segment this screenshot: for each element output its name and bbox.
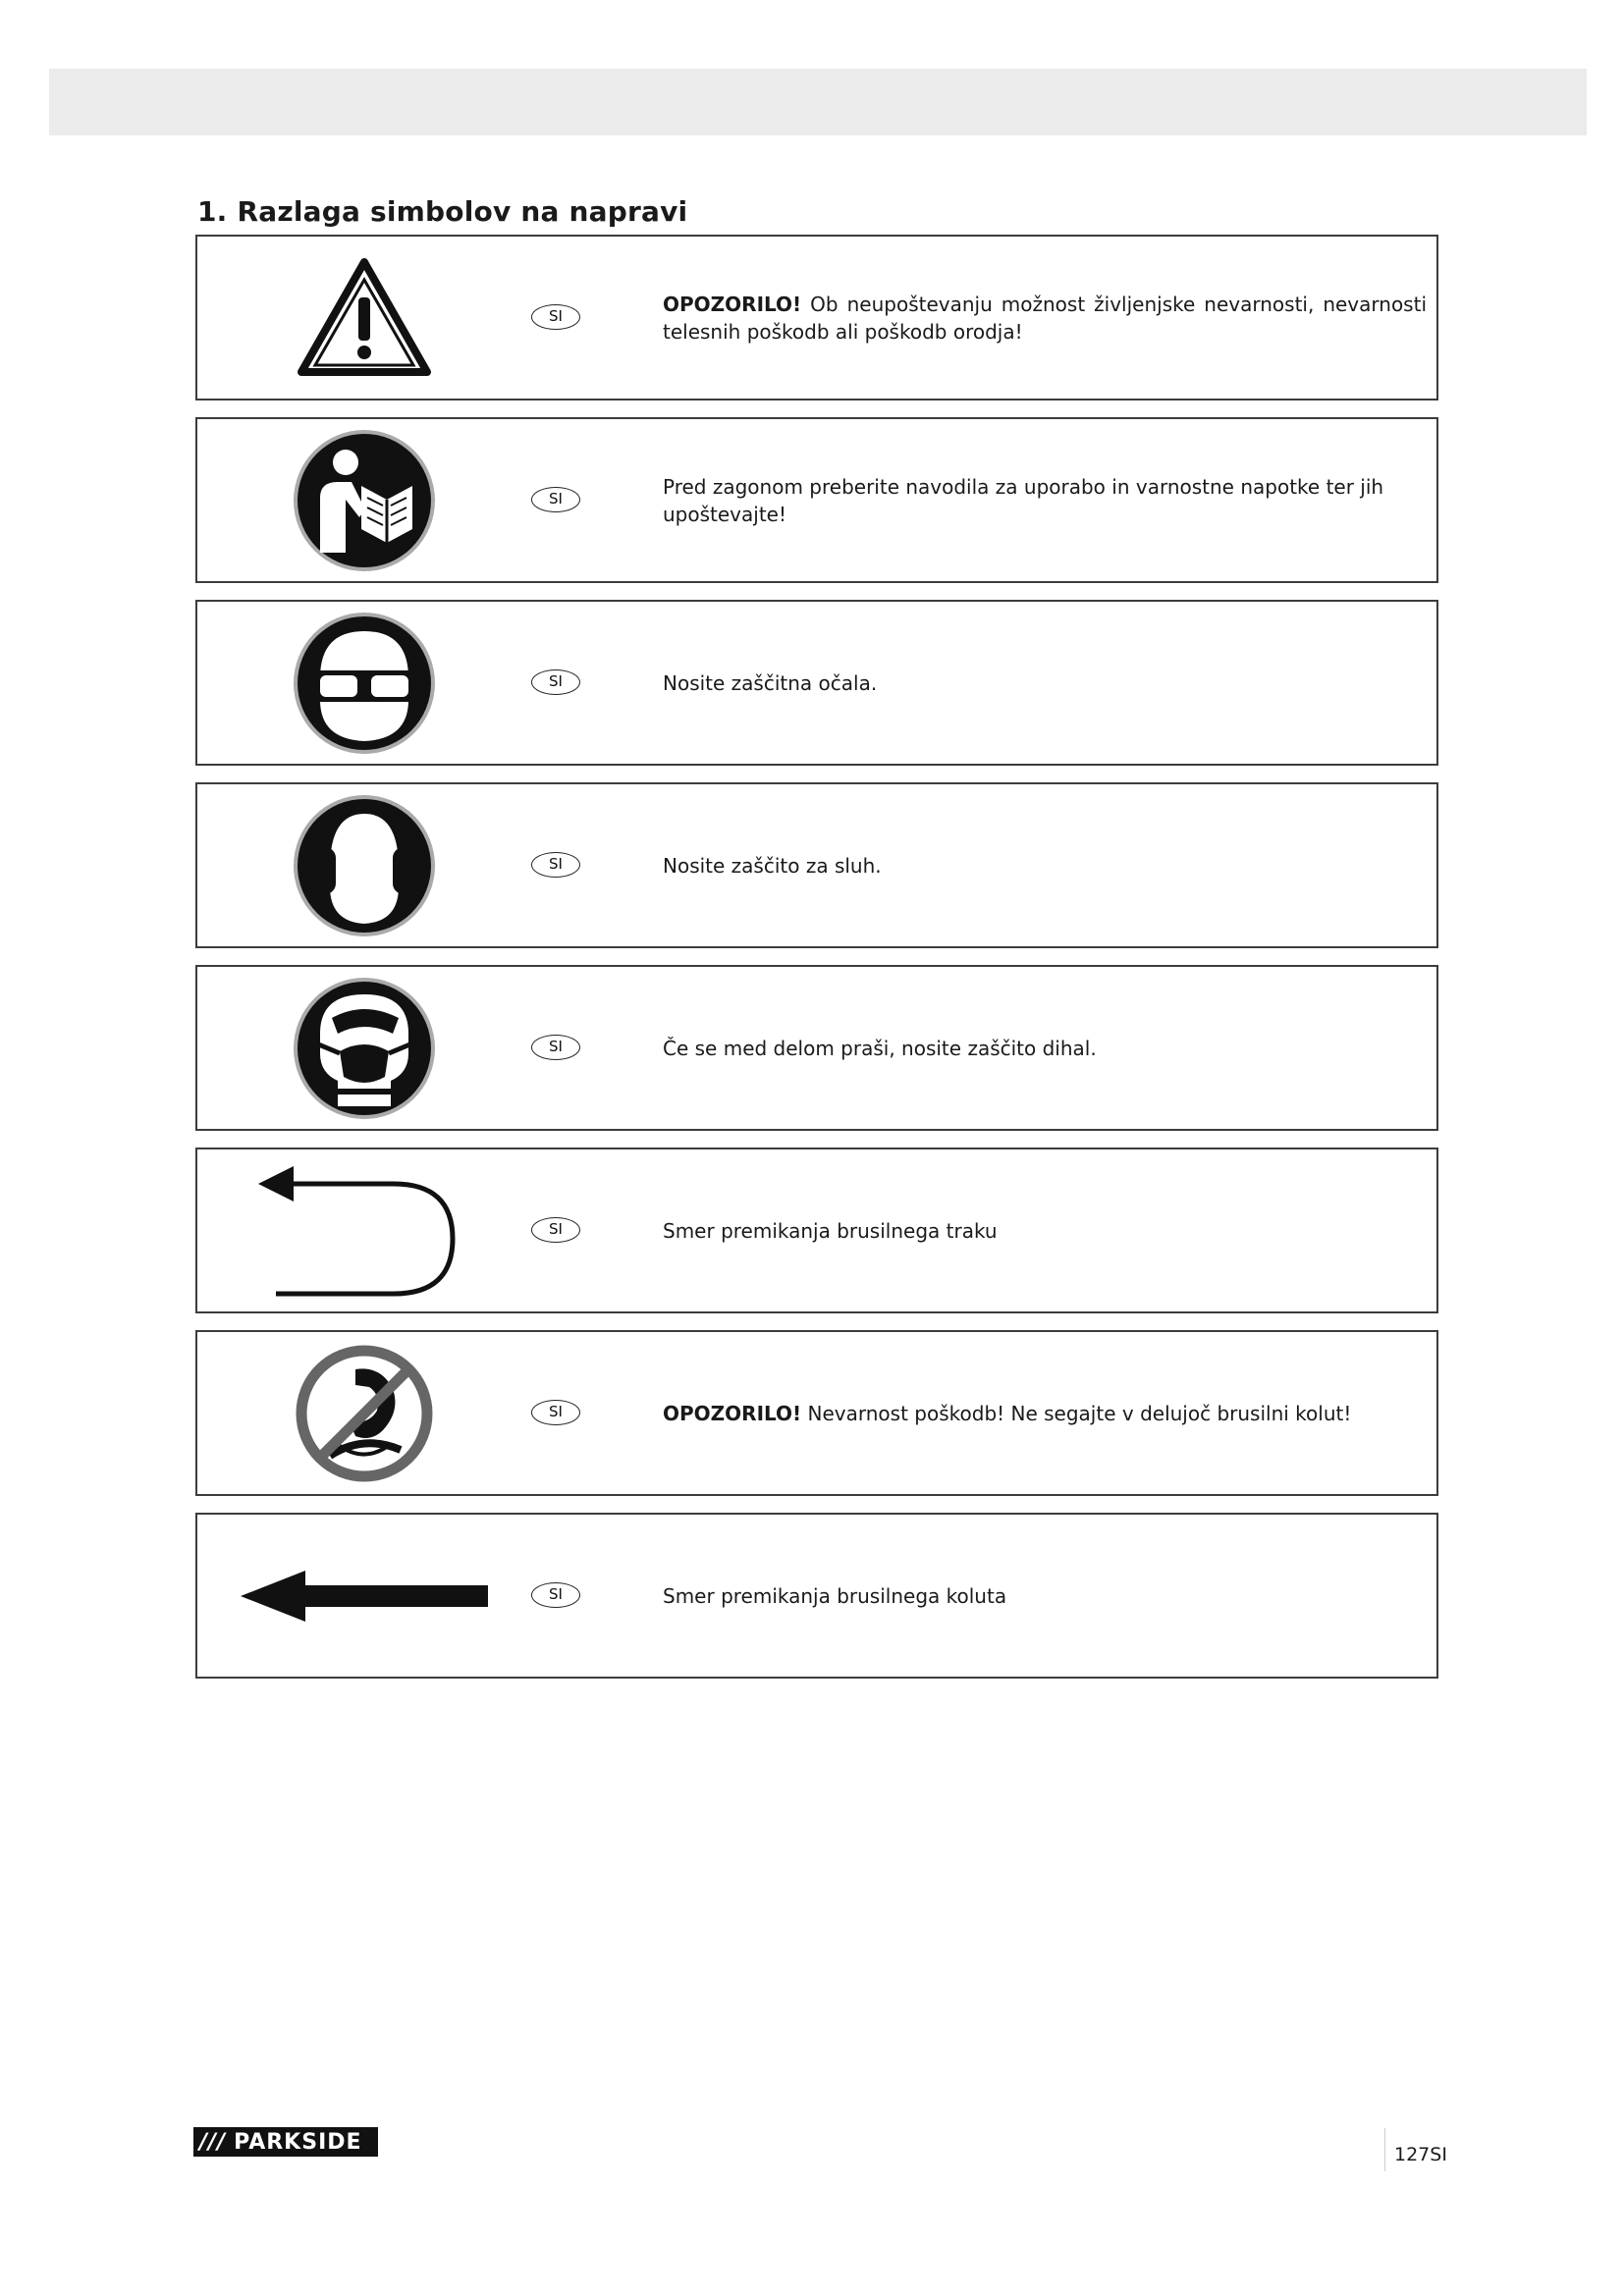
language-badge: SI xyxy=(531,852,580,878)
language-badge: SI xyxy=(531,304,580,330)
symbol-description: Nosite zaščito za sluh. xyxy=(663,853,882,878)
symbol-description: Smer premikanja brusilnega koluta xyxy=(663,1583,1007,1608)
symbol-description: Če se med delom praši, nosite zaščito dihal. xyxy=(663,1036,1097,1060)
symbol-description: OPOZORILO! Nevarnost poškodb! Ne segajte v delujoč brusilni kolut! xyxy=(663,1401,1352,1425)
symbol-row-ear-protection xyxy=(195,782,1438,948)
warning-label: OPOZORILO! xyxy=(663,292,802,316)
symbol-row-read-manual xyxy=(195,417,1438,583)
footer-divider xyxy=(1384,2128,1385,2171)
no-hands-icon xyxy=(217,1332,512,1494)
header-band xyxy=(49,69,1587,135)
language-badge: SI xyxy=(531,1217,580,1243)
symbol-description: Pred zagonom preberite navodila za uporabo in varnostne napotke ter jih upoštevajte! xyxy=(663,474,1384,526)
symbol-description: OPOZORILO! Ob neupoštevanju možnost življenjske nevarnosti, nevarnosti telesnih poškodb ali poškodb orodja! xyxy=(663,292,1427,344)
symbol-row-goggles xyxy=(195,600,1438,766)
language-badge: SI xyxy=(531,1582,580,1608)
section-title: 1. Razlaga simbolov na napravi xyxy=(197,195,688,228)
language-badge: SI xyxy=(531,669,580,695)
read-manual-icon xyxy=(217,419,512,581)
symbol-description: Smer premikanja brusilnega traku xyxy=(663,1218,998,1243)
safety-goggles-icon xyxy=(217,602,512,764)
language-badge: SI xyxy=(531,487,580,512)
language-badge: SI xyxy=(531,1035,580,1060)
symbol-row-belt-direction xyxy=(195,1148,1438,1313)
parkside-logo: /// PARKSIDE xyxy=(193,2127,378,2157)
belt-direction-arrow-icon xyxy=(217,1149,512,1311)
warning-label: OPOZORILO! xyxy=(663,1401,802,1425)
warning-triangle-icon xyxy=(217,237,512,399)
symbol-description: Nosite zaščitna očala. xyxy=(663,670,878,695)
symbol-row-no-hands xyxy=(195,1330,1438,1496)
symbol-row-warning xyxy=(195,235,1438,400)
left-arrow-icon xyxy=(217,1515,512,1677)
page-number: 127SI xyxy=(1394,2144,1447,2165)
language-badge: SI xyxy=(531,1400,580,1425)
ear-protection-icon xyxy=(217,784,512,946)
dust-mask-icon xyxy=(217,967,512,1129)
symbol-row-dust-mask xyxy=(195,965,1438,1131)
symbol-row-wheel-direction xyxy=(195,1513,1438,1679)
